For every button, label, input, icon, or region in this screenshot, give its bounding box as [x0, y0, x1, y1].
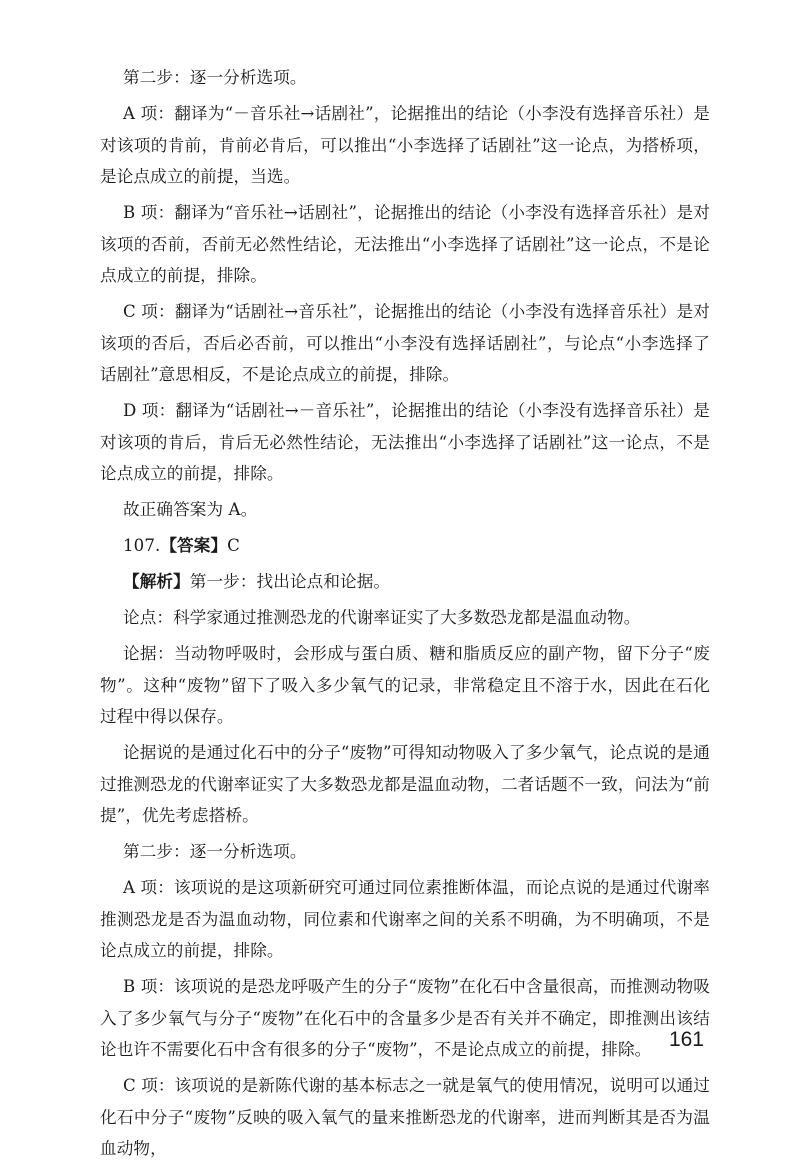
option-c-analysis-2: C 项：该项说的是新陈代谢的基本标志之一就是氧气的使用情况，说明可以通过化石中分子“废物”反映的吸入氧气的量来推断恐龙的代谢率，进而判断其是否为温血动物， — [100, 1076, 710, 1158]
option-c-analysis: C 项：翻译为“话剧社→音乐社”，论据推出的结论（小李没有选择音乐社）是对该项的否后，否后必否前，可以推出“小李没有选择话剧社”，与论点“小李选择了话剧社”意思相反，不是论点成立的前提，排除。 — [100, 302, 710, 384]
step-two-heading: 第二步：逐一分析选项。 — [123, 68, 307, 87]
analysis-intro-line — [100, 566, 710, 598]
answer-label: 【答案】 — [160, 536, 228, 555]
argument-comparison: 论据说的是通过化石中的分子“废物”可得知动物吸入了多少氧气，论点说的是通过推测恐龙的代谢率证实了大多数恐龙都是温血动物，二者话题不一致，问法为“前提”，优先考虑搭桥。 — [100, 743, 710, 825]
question-number: 107. — [123, 536, 161, 555]
argument-evidence: 论据：当动物呼吸时，会形成与蛋白质、糖和脂质反应的副产物，留下分子“废物”。这种“废物”留下了吸入多少氧气的记录，非常稳定且不溶于水，因此在石化过程中得以保存。 — [100, 644, 710, 726]
step-two-heading-2: 第二步：逐一分析选项。 — [123, 842, 307, 861]
correct-answer-line: 故正确答案为 A。 — [123, 500, 258, 519]
option-a-analysis-2: A 项：该项说的是这项新研究可通过同位素推断体温，而论点说的是通过代谢率推测恐龙是否为温血动物，同位素和代谢率之间的关系不明确，为不明确项，不是论点成立的前提，排除。 — [100, 878, 710, 960]
analysis-label: 【解析】 — [123, 572, 190, 591]
option-a-analysis: A 项：翻译为“－音乐社→话剧社”，论据推出的结论（小李没有选择音乐社）是对该项的肯前，肯前必肯后，可以推出“小李选择了话剧社”这一论点，为搭桥项，是论点成立的前提，当选。 — [100, 104, 710, 186]
answer-value: C — [227, 536, 240, 555]
question-answer-line — [100, 530, 710, 562]
analysis-first-step: 第一步：找出论点和论据。 — [189, 572, 391, 591]
page-content — [100, 62, 710, 1169]
option-b-analysis-2: B 项：该项说的是恐龙呼吸产生的分子“废物”在化石中含量很高，而推测动物吸入了多少氧气与分子“废物”在化石中的含量多少是否有关并不确定，即推测出该结论也许不需要化石中含有很多的分子“废物”，不是论点成立的前提，排除。 — [100, 977, 710, 1059]
page-number: 161 — [668, 1028, 704, 1051]
option-b-analysis: B 项：翻译为“音乐社→话剧社”，论据推出的结论（小李没有选择音乐社）是对该项的否前，否前无必然性结论，无法推出“小李选择了话剧社”这一论点，不是论点成立的前提，排除。 — [100, 203, 710, 285]
argument-thesis: 论点：科学家通过推测恐龙的代谢率证实了大多数恐龙都是温血动物。 — [123, 608, 641, 627]
option-d-analysis: D 项：翻译为“话剧社→－音乐社”，论据推出的结论（小李没有选择音乐社）是对该项的肯后，肯后无必然性结论，无法推出“小李选择了话剧社”这一论点，不是论点成立的前提，排除。 — [100, 401, 710, 483]
